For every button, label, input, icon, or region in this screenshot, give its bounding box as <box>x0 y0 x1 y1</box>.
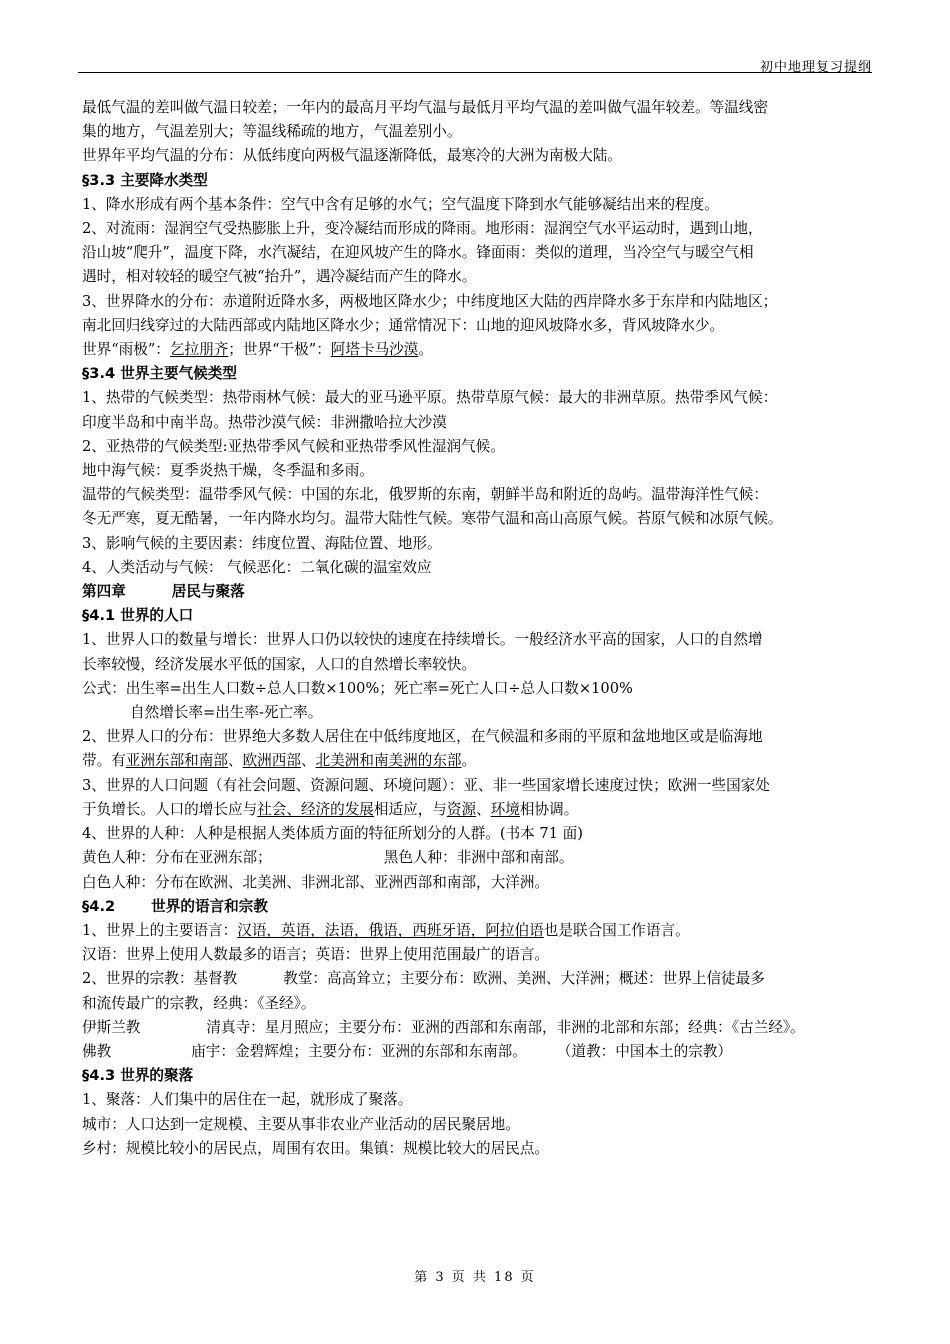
text-line: 遇时，相对较轻的暖空气被“抬升”，遇冷凝结而产生的降水。 <box>82 268 477 286</box>
section-title: 世界的语言和宗教 <box>151 897 268 915</box>
text-line: 南北回归线穿过的大陆西部或内陆地区降水少；通常情况下：山地的迎风坡降水多，背风坡降水少。 <box>82 316 725 334</box>
section-heading: §4.1 世界的人口 <box>82 607 194 625</box>
chapter-heading <box>82 580 882 604</box>
text-line: 4、人类活动与气候： 气候恶化：二氧化碳的温室效应 <box>82 558 432 576</box>
text-line: 3、影响气候的主要因素：纬度位置、海陆位置、地形。 <box>82 534 442 552</box>
text-line: 沿山坡“爬升”，温度下降，水汽凝结，在迎风坡产生的降水。锋面雨：类似的道理，当冷空气与暖空气相 <box>82 244 754 262</box>
text-fragment: 清真寺：星月照应；主要分布：亚洲的西部和东南部，非洲的北部和东部；经典：《古兰经》。 <box>206 1018 805 1036</box>
text-line: 印度半岛和中南半岛。热带沙漠气候：非洲撒哈拉大沙漠 <box>82 413 447 431</box>
text-fragment: 。 <box>418 341 433 359</box>
text-line: 2、亚热带的气候类型:亚热带季风气候和亚热带季风性湿润气候。 <box>82 437 505 455</box>
formula-line: 公式：出生率=出生人口数÷总人口数×100%；死亡率=死亡人口÷总人口数×100% <box>82 679 633 697</box>
underlined-term: 社会、经济的发展 <box>257 800 374 818</box>
text-line: 3、世界的人口问题（有社会问题、资源问题、环境问题）：亚、非一些国家增长速度过快；欧洲一些国家处 <box>82 776 770 794</box>
text-fragment: 伊斯兰教 <box>82 1018 141 1036</box>
text-line: 白色人种：分布在欧洲、北美洲、非洲北部、亚洲西部和南部，大洋洲。 <box>82 873 550 891</box>
text-line <box>82 338 882 362</box>
text-line: 1、热带的气候类型：热带雨林气候：最大的亚马逊平原。热带草原气候：最大的非洲草原。热带季风气候： <box>82 389 778 407</box>
section-heading: §3.4 世界主要气候类型 <box>82 365 237 383</box>
text-line: 最低气温的差叫做气温日较差；一年内的最高月平均气温与最低月平均气温的差叫做气温年较差。等温线密 <box>82 99 768 116</box>
underlined-term: 北美洲和南美洲的东部 <box>315 752 462 770</box>
text-fragment: 。 <box>461 752 477 770</box>
text-line: 1、降水形成有两个基本条件：空气中含有足够的水气；空气温度下降到水气能够凝结出来的程度。 <box>82 195 719 213</box>
text-fragment: 教堂：高高耸立；主要分布：欧洲、美洲、大洋洲；概述：世界上信徒最多 <box>283 970 765 988</box>
text-fragment: 1、世界上的主要语言： <box>82 921 238 939</box>
text-fragment: 、 <box>227 752 243 770</box>
page-header-title: 初中地理复习提纲 <box>759 60 872 75</box>
header-divider <box>78 72 872 73</box>
underlined-term: 欧洲西部 <box>242 752 301 770</box>
text-fragment: 于负增长。人口的增长应与 <box>82 800 258 818</box>
section-number: §4.2 <box>82 897 116 915</box>
text-line <box>82 798 882 822</box>
text-fragment: 、 <box>476 800 491 818</box>
underlined-term: 阿塔卡马沙漠 <box>330 341 419 359</box>
text-fragment: 相适应，与 <box>373 800 447 818</box>
text-line: 和流传最广的宗教，经典：《圣经》。 <box>82 994 316 1012</box>
text-fragment: ；世界“干极”： <box>228 341 331 359</box>
underlined-term: 资源 <box>446 800 477 818</box>
section-heading <box>82 895 882 919</box>
text-line: 1、聚落：人们集中的居住在一起，就形成了聚落。 <box>82 1091 413 1109</box>
text-line <box>82 846 882 870</box>
page-number: 第 3 页 共 18 页 <box>414 1270 536 1285</box>
underlined-term: 乞拉朋齐 <box>169 341 229 359</box>
text-line <box>82 749 882 773</box>
text-line: 乡村：规模比较小的居民点，周围有农田。集镇：规模比较大的居民点。 <box>82 1139 550 1157</box>
text-line: 城市：人口达到一定规模、主要从事非农业产业活动的居民聚居地。 <box>82 1115 520 1133</box>
text-line: 世界年平均气温的分布：从低纬度向两极气温逐渐降低，最寒冷的大洲为南极大陆。 <box>82 147 622 165</box>
section-heading: §4.3 世界的聚落 <box>82 1067 194 1085</box>
underlined-term: 汉语，英语，法语，俄语，西班牙语，阿拉伯语 <box>237 921 544 939</box>
text-line <box>82 967 882 991</box>
text-line: 温带的气候类型：温带季风气候：中国的东北，俄罗斯的东南，朝鲜半岛和附近的岛屿。温带海洋性气候： <box>82 486 768 504</box>
text-line: 3、世界降水的分布：赤道附近降水多，两极地区降水少；中纬度地区大陆的西岸降水多于东岸和内陆地区； <box>82 292 778 310</box>
text-line: 长率较慢，经济发展水平低的国家，人口的自然增长率较快。 <box>82 655 477 673</box>
text-line: 1、世界人口的数量与增长：世界人口仍以较快的速度在持续增长。一般经济水平高的国家，人口的自然增 <box>82 631 763 649</box>
text-line <box>82 1040 882 1064</box>
underlined-term: 环境 <box>490 800 520 818</box>
text-fragment: （道教：中国本土的宗教） <box>556 1042 733 1060</box>
text-line: 汉语：世界上使用人数最多的语言；英语：世界上使用范围最广的语言。 <box>82 946 550 964</box>
text-line: 集的地方，气温差别大；等温线稀疏的地方，气温差别小。 <box>82 123 462 141</box>
document-body <box>82 96 882 1161</box>
text-fragment: 庙宇：金碧辉煌；主要分布：亚洲的东部和东南部。 <box>191 1042 527 1060</box>
text-fragment: 佛教 <box>82 1042 112 1060</box>
text-line: 4、世界的人种：人种是根据人类体质方面的特征所划分的人群。(书本 71 面) <box>82 825 583 843</box>
chapter-title: 居民与聚落 <box>171 583 245 601</box>
text-line: 2、世界人口的分布：世界绝大多数人居住在中低纬度地区，在气候温和多雨的平原和盆地地区或是临海地 <box>82 728 763 746</box>
text-line: 地中海气候：夏季炎热干燥，冬季温和多雨。 <box>82 462 374 480</box>
text-fragment: 黄色人种：分布在亚洲东部； <box>82 849 272 867</box>
text-line <box>82 919 882 943</box>
underlined-term: 亚洲东部和南部 <box>125 752 228 770</box>
text-fragment: 黑色人种：非洲中部和南部。 <box>383 849 574 867</box>
formula-line: 自然增长率=出生率-死亡率。 <box>130 704 323 722</box>
text-fragment: 世界“雨极”： <box>82 341 170 359</box>
text-fragment: 2、世界的宗教：基督教 <box>82 970 238 988</box>
text-line: 冬无严寒，夏无酷暑，一年内降水均匀。温带大陆性气候。寒带气温和高山高原气候。苔原气候和冰原气候。 <box>82 510 783 528</box>
text-fragment: 、 <box>300 752 316 770</box>
section-heading: §3.3 主要降水类型 <box>82 171 208 189</box>
chapter-number: 第四章 <box>82 583 126 601</box>
text-fragment: 带。有 <box>82 752 126 770</box>
text-fragment: 相协调。 <box>519 800 579 818</box>
text-line <box>82 1016 882 1040</box>
text-line: 2、对流雨：湿润空气受热膨胀上升，变冷凝结而形成的降雨。地形雨：湿润空气水平运动时，遇到山地， <box>82 220 763 238</box>
text-fragment: 也是联合国工作语言。 <box>543 921 690 939</box>
